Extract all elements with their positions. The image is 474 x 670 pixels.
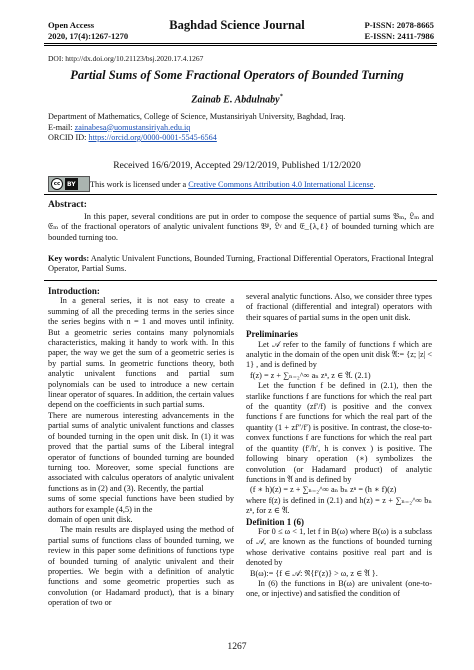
author-name — [0, 94, 474, 105]
paper-title: Partial Sums of Some Fractional Operators of Bounded Turning — [70, 68, 404, 82]
definition-paragraph-1: For 0 ≤ ω < 1, let f in B(ω) where B(ω) is a subclass of 𝒜, are known as the functions of bounded turning whose derivative contains positive real part and is denoted by — [246, 526, 432, 568]
email-line — [48, 123, 345, 134]
right-column — [246, 292, 432, 600]
orcid-label: ORCID ID: — [48, 133, 89, 142]
abstract-top-rule — [44, 194, 437, 195]
intro-paragraph-5: The main results are displayed using the method of partial sums of functions class of bounded turning, we review in this paper some definitions of functions type of bounded turning of analytic univalent and their properties. We begin with a definition of analytic functions and some geometric properties such as convolution (or Hadamard product), that is a binary operation of two or — [48, 525, 234, 608]
author-text: Zainab E. Abdulnaby — [191, 94, 280, 106]
orcid-line — [48, 133, 345, 144]
received-dates: Received 16/6/2019, Accepted 29/12/2019, Published 1/12/2020 — [113, 160, 361, 171]
intro-heading: Introduction: — [48, 286, 100, 296]
page-number: 1267 — [227, 641, 247, 652]
header-rule — [44, 43, 437, 44]
orcid-link[interactable]: https://orcid.org/0000-0001-5545-6564 — [88, 133, 217, 142]
e-issn: E-ISSN: 2411-7986 — [364, 30, 434, 41]
department: Department of Mathematics, College of Science, Mustansiriyah University, Baghdad, Iraq. — [48, 112, 346, 121]
email-label: E-mail: — [48, 122, 75, 132]
volume-info: 2020, 17(4):1267-1270 — [48, 30, 129, 41]
header-rule-2 — [44, 45, 437, 46]
affiliation — [48, 112, 345, 144]
definition-paragraph-2: In (6) the functions in B(ω) are univalent (one-to-one, or injective) and satisfied the condition of — [246, 578, 432, 599]
keywords-label: Key words: — [48, 254, 90, 263]
license-prefix: This work is licensed under a — [90, 180, 189, 189]
preliminaries-heading: Preliminaries — [246, 329, 298, 340]
author-mark: * — [279, 94, 283, 100]
email-link[interactable]: zainabesa@uomustansiriyah.edu.iq — [74, 122, 191, 132]
keywords — [48, 254, 434, 275]
intro-paragraph-3: sums of some special functions have been studied by authors for example (4,5) in the — [48, 494, 234, 514]
abstract-bottom-rule — [44, 280, 437, 281]
bounded-turning-equation: B(ω):= {f ∈ 𝒜: ℜ{f′(z)} > ω, z ∈ 𝔄 }. — [250, 568, 378, 578]
open-access-label: Open Access — [48, 20, 95, 30]
license-end: . — [373, 180, 376, 189]
keywords-text: Analytic Univalent Functions, Bounded Turning, Fractional Differential Operators, Fractional Integral Operator, Partial Sums. — [48, 254, 434, 274]
equation-2-1: f(z) = z + ∑ₙ₌₂^∞ aₙ zⁿ, z ∈ 𝔄. (2.1) — [250, 370, 371, 380]
p-issn: P-ISSN: 2078-8665 — [364, 20, 434, 30]
cc-by-badge[interactable] — [48, 176, 90, 192]
prelim-paragraph-3: where f(z) is defined in (2.1) and h(z) = z + ∑ₙ₌₂^∞ bₙ zⁿ, for z ∈ 𝔄. — [246, 495, 432, 516]
prelim-paragraph-1: Let 𝒜 refer to the family of functions f which are analytic in the domain of the open unit disk 𝔄:= {z; |z| < 1} , and is defined by — [246, 339, 432, 370]
abstract-text: In this paper, several conditions are put in order to compose the sequence of partial sums 𝔅ₘ, 𝔏ₘ and 𝔈ₘ of the fractional operators of analytic univalent functions 𝔅ᵝ, 𝔏ᵞ and 𝔈_{λ,ℓ} of bounded turning which are bounded turning too. — [48, 212, 434, 242]
license-text — [90, 180, 375, 189]
license-link[interactable]: Creative Commons Attribution 4.0 International License — [188, 180, 374, 189]
journal-name: Baghdad Science Journal — [169, 18, 305, 32]
definition-heading: Definition 1 (6) — [246, 516, 304, 527]
cc-icon: cc — [51, 178, 63, 190]
intro-paragraph-1: In a general series, it is not easy to create a summing of all the preceding terms in the series since the series begins with n = 1 and moves until infinity. But a geometric series contains many polynomials characteristics, making it handy to work with. In this paper, the way we get the sum of a geometric series is by partial sums. In geometric functions theory, both analytic univalent functions and partial sum polynomials can be used to introduce a new certain linear operator of squares. In addition, the certain values depend on the coefficients in such partial sums. — [48, 296, 235, 410]
by-icon: BY — [65, 178, 78, 190]
header-right — [365, 20, 434, 41]
abstract-heading: Abstract: — [48, 199, 87, 210]
convolution-equation: (f ∗ h)(z) = z + ∑ₙ₌₂^∞ aₙ bₙ zⁿ = (h ∗ f)(z) — [250, 485, 397, 495]
intro-paragraph-4: domain of open unit disk. — [48, 514, 133, 524]
right-paragraph-1: several analytic functions. Also, we consider three types of fractional (differential and integral) operators with their squares of partial sums in the open unit disk. — [246, 292, 432, 322]
prelim-paragraph-2: Let the function f be defined in (2.1), then the starlike functions f are functions for which the real part of the quantity (zf′/f) is positive and the convex functions f are functions for which the real part of the quantity (1 + zf″/f′) is positive. In contrast, the close-to-convex functions f are functions for which the real part of the quantity (f′/h′, h is convex ) is positive. The following binary operation (∗) symbolizes the convolution (or Hadamard product) of analytic functions in 𝔄 and is defined by — [246, 381, 432, 484]
doi-link[interactable]: DOI: http://dx.doi.org/10.21123/bsj.2020.17.4.1267 — [48, 54, 204, 63]
left-column — [48, 286, 234, 609]
intro-paragraph-2: There are numerous interesting advancements in the partial sums of analytic univalent functions and classes of bounded turning in the open unit disk. In (1) it was proved that the partial sums of the Liberal integral operator of functions of bounded turning are bounded turning too. Moreover, some special functions are associated with calculus operators of analytic univalent functions as in (2) and (3). Recently, the partial — [48, 410, 234, 493]
